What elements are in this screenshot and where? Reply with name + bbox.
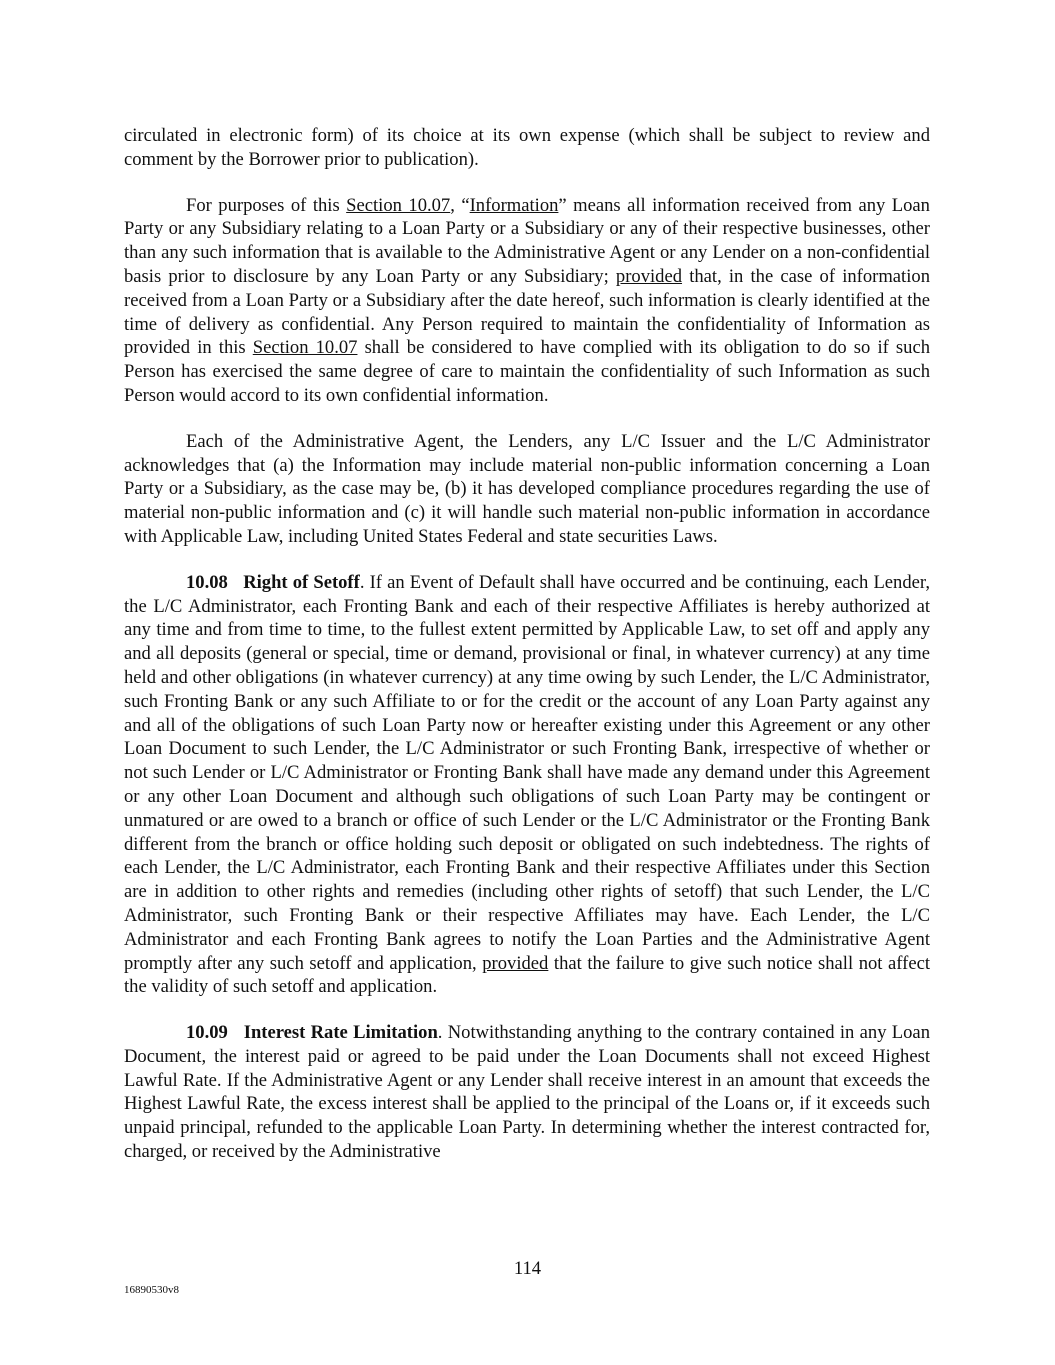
paragraph-text: Each of the Administrative Agent, the Lenders, any L/C Issuer and the L/C Administrator acknowledges that (a) the Information may include material non-public information concerning a Loan Party or a Subsidiary, as the case may be, (b) it has developed compliance procedures regarding the use of material non-public information and (c) it will handle such material non-public information in accordance with Applicable Law, including United States Federal and state securities Laws. bbox=[124, 430, 930, 547]
section-number: 10.09 bbox=[186, 1022, 228, 1044]
section-reference: Section 10.07 bbox=[346, 194, 451, 216]
section-heading: Right of Setoff bbox=[243, 571, 360, 593]
paragraph-text: , “ bbox=[450, 194, 470, 216]
paragraph-text: that, in the case of information received from a Loan Party or a Subsidiary after the date hereof, such information is clearly identified at the time of delivery as confidential. Any Person required to maintain the confidentiality of Information as provided in this bbox=[124, 265, 930, 359]
section-10-08 bbox=[124, 571, 930, 999]
paragraph-text: shall be considered to have complied with its obligation to do so if such Person has exercised the same degree of care to maintain the confidentiality of such Information as such Person would accord to its own confidential information. bbox=[124, 337, 930, 406]
paragraph-text: circulated in electronic form) of its choice at its own expense (which shall be subject to review and comment by the Borrower prior to publication). bbox=[124, 125, 930, 170]
paragraph-information-definition bbox=[124, 194, 930, 408]
proviso-term: provided bbox=[482, 952, 549, 974]
document-id: 16890530v8 bbox=[124, 1284, 179, 1296]
section-heading: Interest Rate Limitation bbox=[243, 1022, 438, 1044]
section-10-09 bbox=[124, 1021, 930, 1164]
paragraph-publication bbox=[124, 124, 930, 172]
paragraph-text: . Notwithstanding anything to the contrary contained in any Loan Document, the interest paid or agreed to be paid under the Loan Documents shall not exceed Highest Lawful Rate. If the Administrative Agent or any Lender shall receive interest in an amount that exceeds the Highest Lawful Rate, the excess interest shall be applied to the principal of the Loans or, if it exceeds such unpaid principal, refunded to the applicable Loan Party. In determining whether the interest contracted for, charged, or received by the Administrative bbox=[124, 1022, 930, 1163]
page-body bbox=[124, 124, 930, 1186]
proviso-term: provided bbox=[615, 265, 683, 287]
section-reference: Section 10.07 bbox=[252, 337, 358, 359]
paragraph-text: ” means all information received from any Loan Party or any Subsidiary relating to a Loan Party or a Subsidiary or any of their respective businesses, other than any such information that is available to the Administrative Agent or any Lender on a non-confidential basis prior to disclosure by any Loan Party or any Subsidiary; bbox=[124, 194, 930, 287]
defined-term: Information bbox=[469, 194, 559, 216]
paragraph-text: that the failure to give such notice shall not affect the validity of such setoff and application. bbox=[124, 952, 930, 998]
page-number: 114 bbox=[513, 1258, 542, 1279]
paragraph-acknowledgement bbox=[124, 430, 930, 549]
paragraph-text: . If an Event of Default shall have occurred and be continuing, each Lender, the L/C Administrator, each Fronting Bank and each of their respective Affiliates is hereby authorized at any time and from time to time, to the fullest extent permitted by Applicable Law, to set off and apply any and all deposits (general or special, time or demand, provisional or final, in whatever currency) at any time held and other obligations (in whatever currency) at any time owing by such Lender, the L/C Administrator, such Fronting Bank or any such Affiliate to or for the credit or the account of any Loan Party against any and all of the obligations of such Loan Party now or hereafter existing under this Agreement or any other Loan Document to such Lender, the L/C Administrator or such Fronting Bank, irrespective of whether or not such Lender or L/C Administrator or Fronting Bank shall have made any demand under this Agreement or any other Loan Document and although such obligations of such Loan Party may be contingent or unmatured or are owed to a branch or office of such Lender or the L/C Administrator or the Fronting Bank different from the branch or office holding such deposit or obligated on such indebtedness. The rights of each Lender, the L/C Administrator, each Fronting Bank and their respective Affiliates under this Section are in addition to other rights and remedies (including other rights of setoff) that such Lender, the L/C Administrator, such Fronting Bank or their respective Affiliates may have. Each Lender, the L/C Administrator and each Fronting Bank agrees to notify the Loan Parties and the Administrative Agent promptly after any such setoff and application, bbox=[124, 571, 930, 974]
paragraph-text: For purposes of this bbox=[186, 194, 347, 216]
section-number: 10.08 bbox=[186, 571, 228, 593]
